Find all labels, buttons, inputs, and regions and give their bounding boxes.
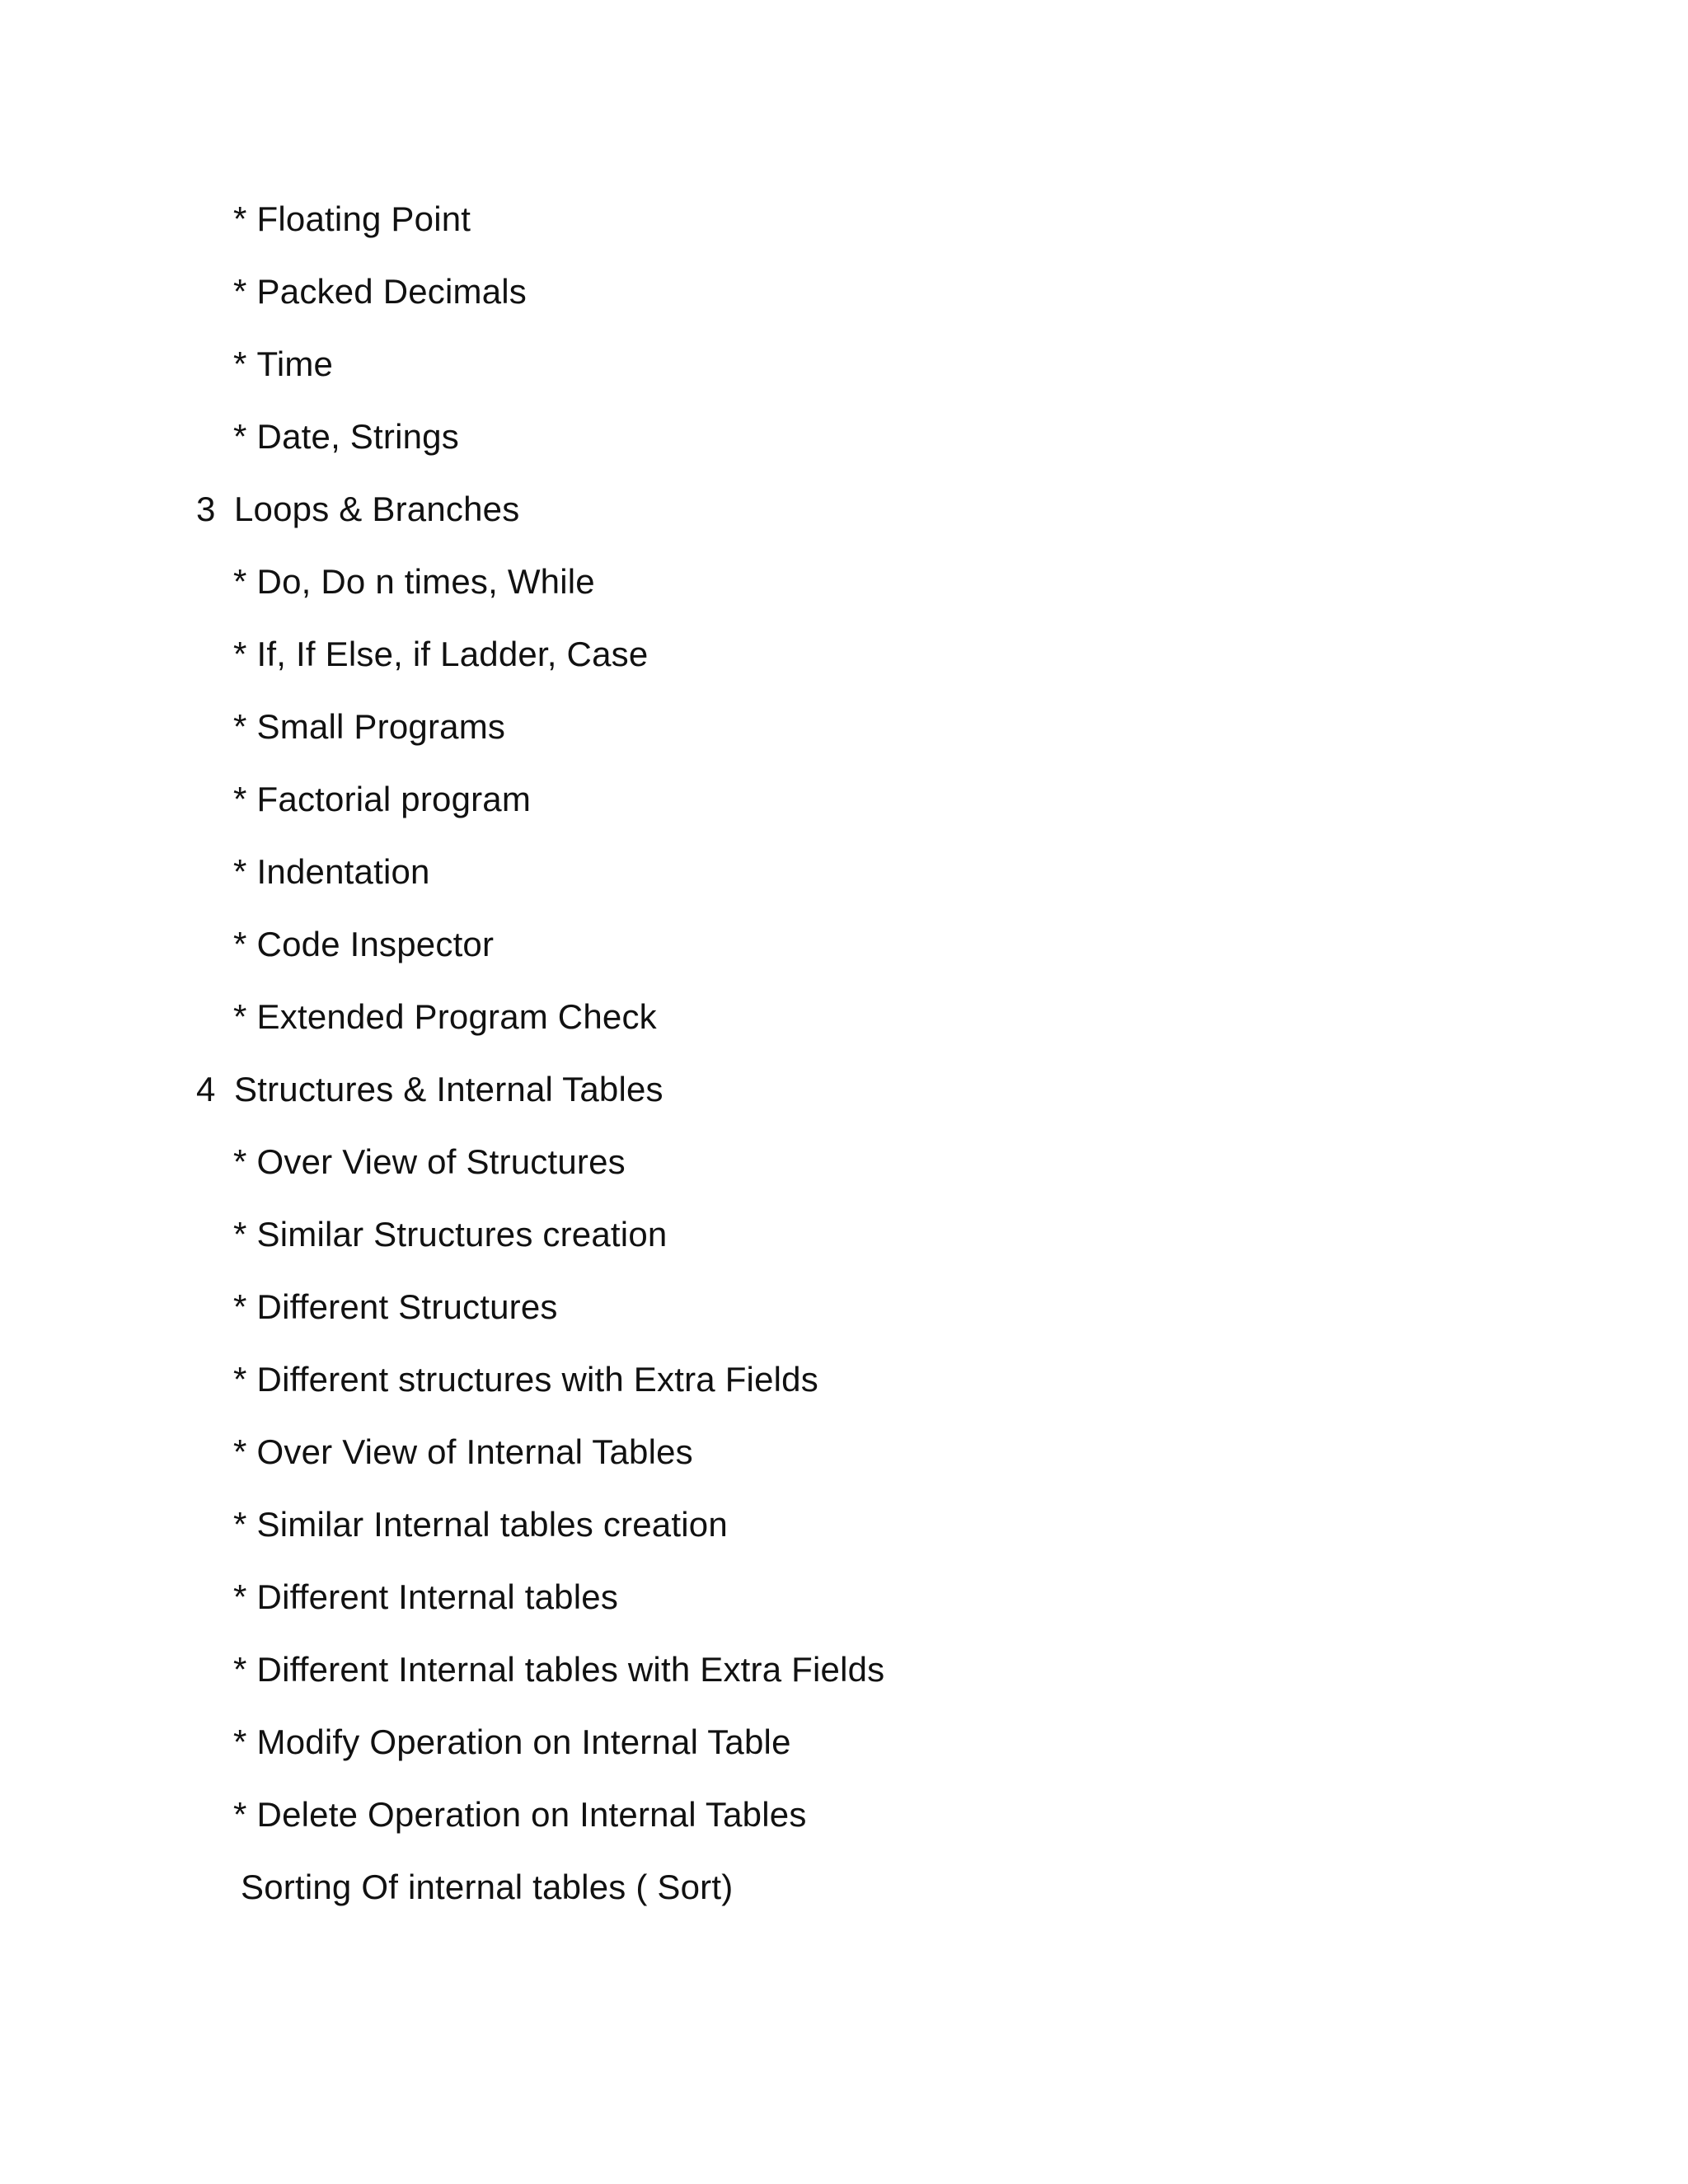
list-item [233, 923, 494, 966]
bullet-marker: * [233, 925, 247, 963]
bullet-marker: * [233, 1505, 247, 1544]
list-item [233, 1286, 558, 1329]
list-item [233, 1648, 884, 1691]
list-item [233, 633, 648, 676]
list-item [233, 343, 333, 386]
list-item-text: Sorting Of internal tables ( Sort) [241, 1868, 734, 1906]
list-item [233, 996, 657, 1038]
section-heading [196, 488, 519, 531]
bullet-marker: * [233, 1360, 247, 1399]
list-item-text: Code Inspector [256, 925, 495, 963]
list-item [233, 1213, 667, 1256]
bullet-marker: * [233, 997, 247, 1036]
section-title: Loops & Branches [234, 490, 520, 528]
list-item-text: Similar Internal tables creation [256, 1505, 728, 1544]
list-item-text: Delete Operation on Internal Tables [256, 1795, 807, 1834]
list-item [233, 851, 430, 893]
list-item-text: Over View of Internal Tables [256, 1432, 693, 1471]
bullet-marker: * [233, 1722, 247, 1761]
list-item [241, 1866, 733, 1909]
list-item [233, 1503, 728, 1546]
bullet-marker: * [233, 199, 247, 238]
list-item-text: Do, Do n times, While [256, 562, 595, 601]
section-number: 4 [196, 1070, 216, 1108]
list-item [233, 1721, 791, 1764]
bullet-marker: * [233, 1650, 247, 1689]
list-item-text: If, If Else, if Ladder, Case [256, 635, 649, 673]
list-item-text: Similar Structures creation [256, 1215, 668, 1254]
list-item [233, 415, 459, 458]
bullet-marker: * [233, 780, 247, 818]
list-item-text: Different structures with Extra Fields [256, 1360, 818, 1399]
bullet-marker: * [233, 272, 247, 311]
bullet-marker: * [233, 562, 247, 601]
bullet-marker: * [233, 344, 247, 383]
list-item [233, 1793, 807, 1836]
list-item [233, 1576, 618, 1619]
bullet-marker: * [233, 1142, 247, 1181]
list-item [233, 1431, 693, 1474]
list-item [233, 560, 595, 603]
bullet-marker: * [233, 1577, 247, 1616]
bullet-marker: * [233, 1287, 247, 1326]
list-item-text: Small Programs [256, 707, 506, 746]
list-item-text: Different Internal tables [256, 1577, 619, 1616]
bullet-marker: * [233, 707, 247, 746]
bullet-marker: * [233, 1795, 247, 1834]
bullet-marker: * [233, 635, 247, 673]
list-item [233, 778, 531, 821]
list-item-text: Packed Decimals [256, 272, 528, 311]
list-item [233, 198, 471, 241]
list-item-text: Date, Strings [256, 417, 459, 456]
bullet-marker: * [233, 1215, 247, 1254]
list-item-text: Extended Program Check [256, 997, 657, 1036]
bullet-marker: * [233, 852, 247, 891]
list-item-text: Factorial program [256, 780, 532, 818]
list-item-text: Indentation [256, 852, 430, 891]
bullet-marker: * [233, 1432, 247, 1471]
section-title: Structures & Internal Tables [234, 1070, 663, 1108]
list-item [233, 1141, 626, 1183]
list-item [233, 270, 527, 313]
list-item-text: Floating Point [256, 199, 471, 238]
list-item-text: Time [256, 344, 334, 383]
list-item [233, 705, 505, 748]
section-heading [196, 1068, 663, 1111]
list-item-text: Over View of Structures [256, 1142, 626, 1181]
list-item-text: Modify Operation on Internal Table [256, 1722, 791, 1761]
list-item-text: Different Internal tables with Extra Fields [256, 1650, 885, 1689]
bullet-marker: * [233, 417, 247, 456]
section-number: 3 [196, 490, 216, 528]
list-item [233, 1358, 818, 1401]
list-item-text: Different Structures [256, 1287, 558, 1326]
